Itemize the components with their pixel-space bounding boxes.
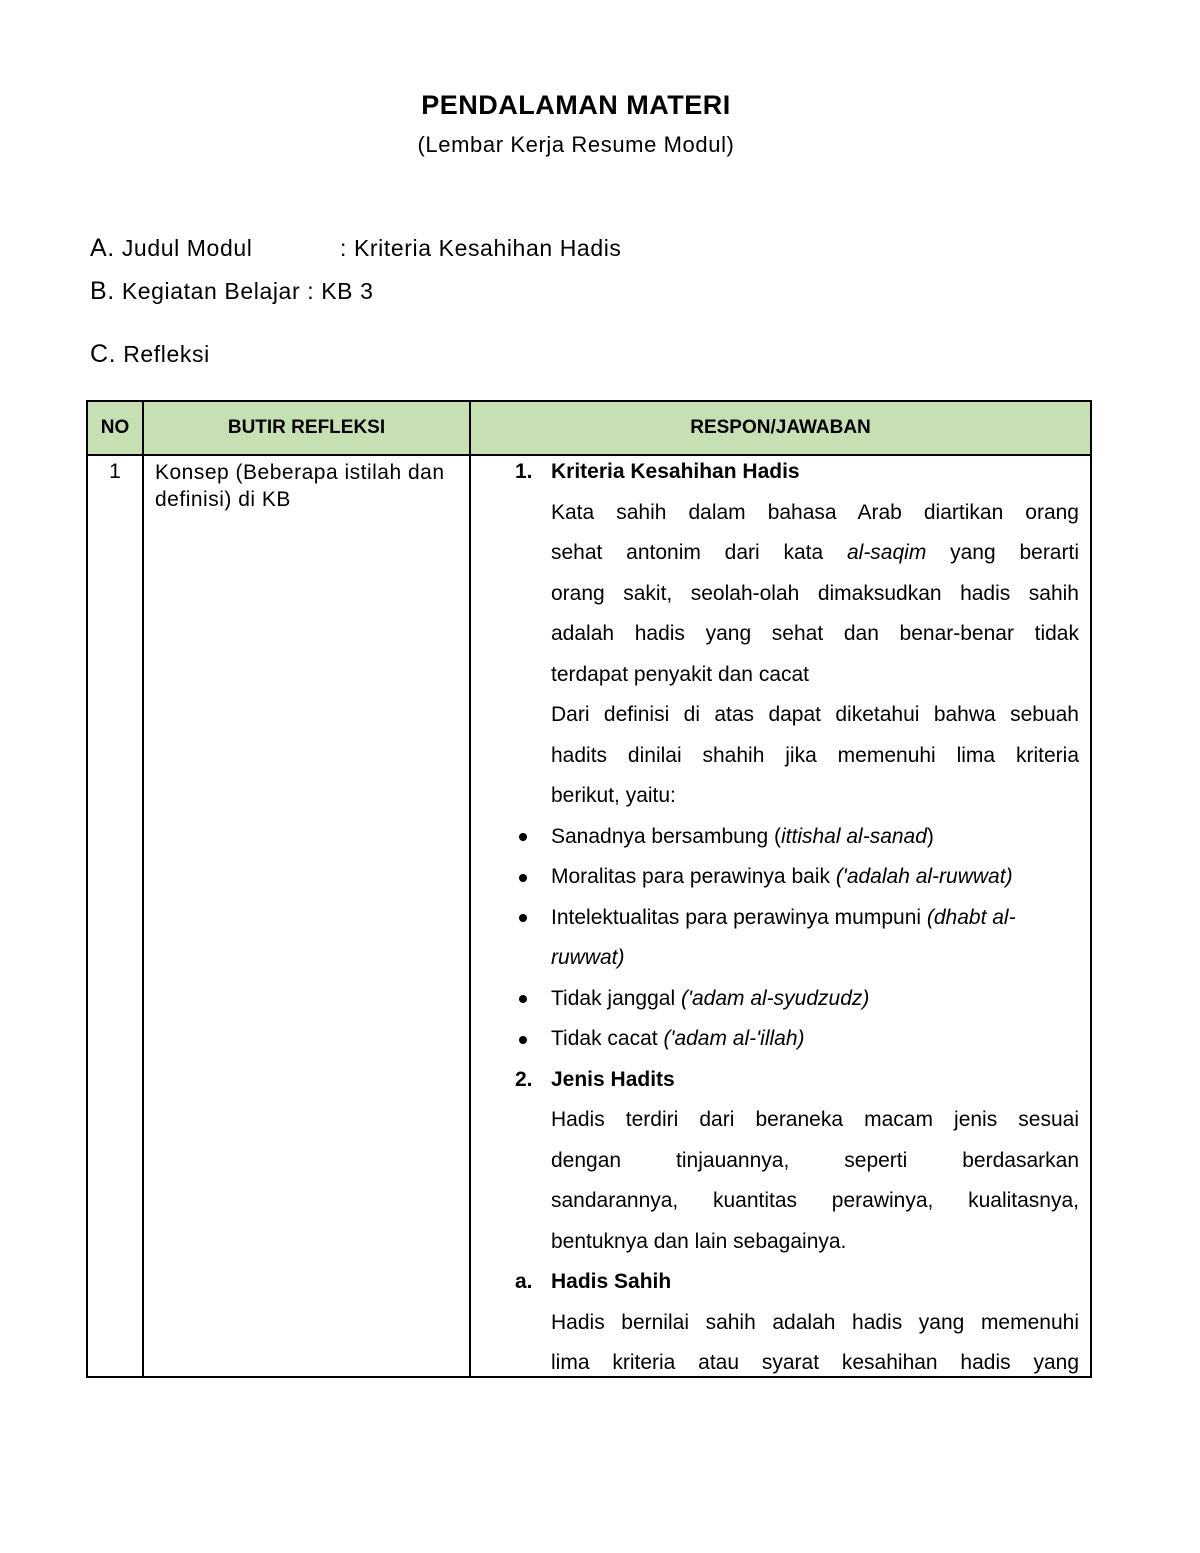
bullet-2-text: Moralitas para perawinya baik bbox=[551, 865, 836, 888]
bullet-icon bbox=[519, 874, 527, 882]
meta-a-value: : Kriteria Kesahihan Hadis bbox=[340, 235, 622, 261]
p1-line-2-a: sehat antonim dari kata bbox=[551, 541, 824, 564]
p2-line-3: berikut, yaitu: bbox=[551, 784, 676, 807]
p4-line-1: Hadis bernilai sahih adalah hadis yang memenuhi bbox=[551, 1310, 1079, 1334]
p3-line-2: dengan tinjauannya, seperti berdasarkan bbox=[551, 1148, 1079, 1172]
bullet-5-text: Tidak cacat bbox=[551, 1027, 664, 1050]
meta-c-label: Refleksi bbox=[123, 341, 210, 367]
bullet-3-text: Intelektualitas para perawinya mumpuni bbox=[551, 905, 927, 929]
p3-line-4: bentuknya dan lain sebagainya. bbox=[551, 1229, 847, 1253]
p2-line-1: Dari definisi di atas dapat diketahui bahwa sebuah bbox=[551, 703, 1079, 726]
section-1-marker: 1. bbox=[515, 460, 533, 483]
meta-refleksi bbox=[90, 340, 210, 369]
table-row bbox=[87, 455, 1091, 1377]
bullet-1-term: ittishal al-sanad bbox=[781, 824, 927, 848]
meta-judul-modul bbox=[90, 234, 622, 263]
p1-line-5: terdapat penyakit dan cacat bbox=[551, 662, 810, 686]
meta-kegiatan-belajar bbox=[90, 277, 373, 306]
header-no: NO bbox=[87, 401, 143, 455]
response-content bbox=[471, 456, 1090, 1376]
bullet-3 bbox=[551, 898, 1079, 939]
p1-term-al-saqim: al-saqim bbox=[846, 541, 927, 564]
bullet-4-term: ('adam al-syudzudz) bbox=[680, 986, 870, 1010]
bullet-icon bbox=[519, 914, 527, 922]
bullet-5-term: ('adam al-'illah) bbox=[663, 1027, 805, 1050]
p1-line-2-b: yang berarti bbox=[950, 541, 1079, 564]
p1-line-3: orang sakit, seolah-olah dimaksudkan hadis sahih bbox=[551, 581, 1079, 605]
meta-b-letter: B. bbox=[90, 277, 115, 305]
bullet-icon bbox=[519, 995, 527, 1003]
bullet-3-term: (dhabt al- bbox=[926, 905, 1016, 929]
bullet-2 bbox=[551, 857, 1079, 898]
cell-no: 1 bbox=[87, 455, 143, 1377]
p4-line-2: lima kriteria atau syarat kesahihan hadis yang bbox=[551, 1351, 1079, 1374]
section-a-marker: a. bbox=[515, 1270, 533, 1293]
bullet-icon bbox=[519, 1036, 527, 1044]
header-butir-refleksi: BUTIR REFLEKSI bbox=[143, 401, 470, 455]
bullet-3-continuation: ruwwat) bbox=[551, 946, 625, 969]
page-title: PENDALAMAN MATERI bbox=[421, 90, 731, 120]
table-header-row bbox=[87, 401, 1091, 455]
p1-line-4: adalah hadis yang sehat dan benar-benar tidak bbox=[551, 622, 1079, 645]
page-subtitle: (Lembar Kerja Resume Modul) bbox=[417, 132, 735, 157]
bullet-2-term: ('adalah al-ruwwat) bbox=[835, 865, 1013, 888]
header-respon-jawaban: RESPON/JAWABAN bbox=[470, 401, 1091, 455]
p1-line-2 bbox=[551, 533, 1079, 574]
p1-line-1: Kata sahih dalam bahasa Arab diartikan orang bbox=[551, 500, 1079, 524]
meta-b-value: : KB 3 bbox=[307, 278, 374, 304]
bullet-4-text: Tidak janggal bbox=[551, 986, 681, 1010]
p3-line-1: Hadis terdiri dari beraneka macam jenis sesuai bbox=[551, 1108, 1079, 1131]
cell-respon-jawaban bbox=[470, 455, 1091, 1377]
bullet-1 bbox=[551, 817, 1079, 858]
section-a-heading: Hadis Sahih bbox=[551, 1270, 672, 1293]
bullet-5 bbox=[551, 1019, 1079, 1060]
bullet-1-close: ) bbox=[926, 824, 934, 848]
cell-butir-refleksi: Konsep (Beberapa istilah dan definisi) di KB bbox=[143, 455, 470, 1377]
p2-line-2: hadits dinilai shahih jika memenuhi lima kriteria bbox=[551, 743, 1079, 767]
bullet-1-text: Sanadnya bersambung ( bbox=[551, 824, 781, 848]
section-2-marker: 2. bbox=[515, 1067, 533, 1091]
section-1-heading: Kriteria Kesahihan Hadis bbox=[551, 460, 800, 483]
p3-line-3: sandarannya, kuantitas perawinya, kualitasnya, bbox=[551, 1189, 1079, 1212]
bullet-4 bbox=[551, 979, 1079, 1020]
meta-a-label: Judul Modul bbox=[121, 235, 253, 261]
reflection-table bbox=[86, 400, 1092, 1378]
section-2-heading: Jenis Hadits bbox=[551, 1067, 675, 1091]
meta-b-label: Kegiatan Belajar bbox=[121, 278, 301, 304]
bullet-icon bbox=[519, 833, 527, 841]
meta-c-letter: C. bbox=[90, 340, 117, 368]
meta-a-letter: A. bbox=[90, 234, 115, 262]
